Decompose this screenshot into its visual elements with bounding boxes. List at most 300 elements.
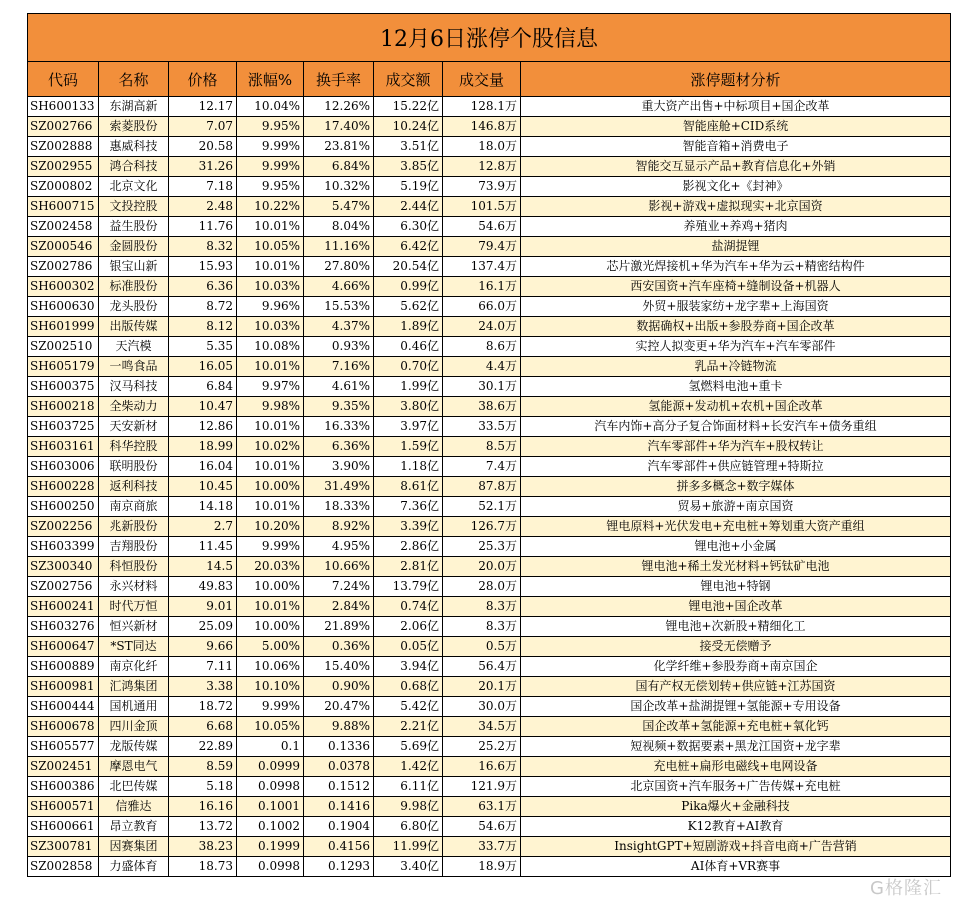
cell-code: SZ002858 [28,857,99,877]
table-row [28,477,951,497]
cell-price: 20.58 [169,137,237,157]
cell-amount: 2.86亿 [374,537,443,557]
cell-price: 8.32 [169,237,237,257]
cell-theme: 数据确权+出版+参股券商+国企改革 [521,317,951,337]
header-turnover: 换手率 [304,62,374,97]
cell-amount: 0.05亿 [374,637,443,657]
cell-change: 10.01% [237,257,304,277]
cell-volume: 87.8万 [443,477,521,497]
cell-amount: 7.36亿 [374,497,443,517]
cell-amount: 6.80亿 [374,817,443,837]
cell-amount: 3.85亿 [374,157,443,177]
cell-price: 10.45 [169,477,237,497]
cell-code: SZ002786 [28,257,99,277]
cell-turnover: 6.36% [304,437,374,457]
table-row [28,697,951,717]
limit-up-stock-table [27,13,951,877]
cell-change: 0.1002 [237,817,304,837]
title-row [28,14,951,62]
cell-name: 摩恩电气 [99,757,169,777]
cell-code: SH605179 [28,357,99,377]
cell-volume: 63.1万 [443,797,521,817]
cell-amount: 0.46亿 [374,337,443,357]
cell-turnover: 0.1336 [304,737,374,757]
cell-turnover: 15.53% [304,297,374,317]
table-row [28,797,951,817]
cell-price: 38.23 [169,837,237,857]
cell-name: 索菱股份 [99,117,169,137]
cell-change: 10.20% [237,517,304,537]
cell-theme: 锂电池+特钢 [521,577,951,597]
cell-amount: 11.99亿 [374,837,443,857]
cell-volume: 137.4万 [443,257,521,277]
cell-turnover: 9.35% [304,397,374,417]
cell-name: 昂立教育 [99,817,169,837]
table-row [28,817,951,837]
table-row [28,517,951,537]
cell-price: 10.47 [169,397,237,417]
cell-volume: 79.4万 [443,237,521,257]
cell-turnover: 4.61% [304,377,374,397]
cell-price: 7.18 [169,177,237,197]
cell-change: 5.00% [237,637,304,657]
cell-name: 时代万恒 [99,597,169,617]
cell-amount: 3.94亿 [374,657,443,677]
cell-price: 22.89 [169,737,237,757]
cell-change: 10.01% [237,217,304,237]
cell-volume: 18.0万 [443,137,521,157]
cell-theme: 汽车零部件+供应链管理+特斯拉 [521,457,951,477]
cell-volume: 20.0万 [443,557,521,577]
cell-change: 20.03% [237,557,304,577]
cell-name: 出版传媒 [99,317,169,337]
cell-change: 10.05% [237,237,304,257]
table-row [28,417,951,437]
cell-code: SH600302 [28,277,99,297]
cell-volume: 33.7万 [443,837,521,857]
cell-name: 东湖高新 [99,97,169,117]
cell-turnover: 8.04% [304,217,374,237]
cell-name: 信雅达 [99,797,169,817]
cell-change: 0.1999 [237,837,304,857]
table-row [28,737,951,757]
cell-code: SH603161 [28,437,99,457]
cell-price: 16.16 [169,797,237,817]
cell-name: 南京商旅 [99,497,169,517]
table-row [28,357,951,377]
cell-change: 9.99% [237,537,304,557]
cell-price: 15.93 [169,257,237,277]
cell-change: 9.99% [237,157,304,177]
cell-price: 16.04 [169,457,237,477]
cell-price: 6.84 [169,377,237,397]
table-row [28,857,951,877]
cell-amount: 3.80亿 [374,397,443,417]
cell-turnover: 9.88% [304,717,374,737]
cell-price: 2.48 [169,197,237,217]
cell-amount: 1.18亿 [374,457,443,477]
cell-theme: 国企改革+氢能源+充电桩+氧化钙 [521,717,951,737]
cell-amount: 6.11亿 [374,777,443,797]
cell-theme: 氢燃料电池+重卡 [521,377,951,397]
cell-change: 10.01% [237,417,304,437]
cell-price: 8.12 [169,317,237,337]
cell-code: SH603725 [28,417,99,437]
cell-name: 南京化纤 [99,657,169,677]
cell-amount: 3.51亿 [374,137,443,157]
cell-turnover: 21.89% [304,617,374,637]
cell-name: 龙头股份 [99,297,169,317]
cell-name: 四川金顶 [99,717,169,737]
cell-amount: 1.42亿 [374,757,443,777]
cell-price: 6.68 [169,717,237,737]
cell-amount: 6.30亿 [374,217,443,237]
cell-turnover: 0.36% [304,637,374,657]
cell-theme: 短视频+数据要素+黑龙江国资+龙字辈 [521,737,951,757]
cell-theme: 汽车零部件+华为汽车+股权转让 [521,437,951,457]
cell-change: 10.01% [237,597,304,617]
cell-price: 11.76 [169,217,237,237]
cell-name: 国机通用 [99,697,169,717]
header-change: 涨幅% [237,62,304,97]
cell-change: 9.96% [237,297,304,317]
cell-theme: 国有产权无偿划转+供应链+江苏国资 [521,677,951,697]
cell-volume: 7.4万 [443,457,521,477]
cell-name: 汉马科技 [99,377,169,397]
cell-code: SH600133 [28,97,99,117]
cell-price: 14.5 [169,557,237,577]
cell-amount: 3.40亿 [374,857,443,877]
cell-change: 10.08% [237,337,304,357]
cell-price: 18.72 [169,697,237,717]
cell-name: 一鸣食品 [99,357,169,377]
cell-theme: 汽车内饰+高分子复合饰面材料+长安汽车+债务重组 [521,417,951,437]
cell-volume: 30.1万 [443,377,521,397]
cell-code: SZ000802 [28,177,99,197]
table-row [28,217,951,237]
cell-change: 0.0998 [237,857,304,877]
cell-volume: 54.6万 [443,217,521,237]
cell-theme: 锂电原料+光伏发电+充电桩+筹划重大资产重组 [521,517,951,537]
cell-volume: 146.8万 [443,117,521,137]
cell-amount: 5.69亿 [374,737,443,757]
cell-amount: 8.61亿 [374,477,443,497]
cell-amount: 3.39亿 [374,517,443,537]
table-row [28,757,951,777]
cell-amount: 5.62亿 [374,297,443,317]
cell-name: 科华控股 [99,437,169,457]
cell-volume: 126.7万 [443,517,521,537]
cell-turnover: 0.90% [304,677,374,697]
cell-name: 北京文化 [99,177,169,197]
cell-code: SZ002256 [28,517,99,537]
cell-name: 金圆股份 [99,237,169,257]
cell-name: 科恒股份 [99,557,169,577]
cell-name: 永兴材料 [99,577,169,597]
table-row [28,97,951,117]
cell-turnover: 0.93% [304,337,374,357]
cell-amount: 1.59亿 [374,437,443,457]
cell-code: SH600981 [28,677,99,697]
cell-price: 11.45 [169,537,237,557]
cell-amount: 0.70亿 [374,357,443,377]
cell-change: 10.04% [237,97,304,117]
cell-price: 8.59 [169,757,237,777]
cell-name: 返利科技 [99,477,169,497]
cell-name: 龙版传媒 [99,737,169,757]
cell-theme: 外贸+服装家纺+龙字辈+上海国资 [521,297,951,317]
cell-theme: K12教育+AI教育 [521,817,951,837]
cell-volume: 52.1万 [443,497,521,517]
cell-code: SZ002955 [28,157,99,177]
cell-theme: 智能音箱+消费电子 [521,137,951,157]
cell-name: 标准股份 [99,277,169,297]
cell-change: 10.05% [237,717,304,737]
cell-theme: 充电桩+扁形电磁线+电网设备 [521,757,951,777]
cell-price: 6.36 [169,277,237,297]
cell-theme: 乳品+冷链物流 [521,357,951,377]
cell-volume: 25.3万 [443,537,521,557]
watermark-logo: G格隆汇 [870,878,942,899]
cell-price: 12.17 [169,97,237,117]
header-price: 价格 [169,62,237,97]
table-row [28,657,951,677]
cell-change: 0.0998 [237,777,304,797]
table-row [28,317,951,337]
cell-code: SH600647 [28,637,99,657]
cell-change: 10.01% [237,457,304,477]
table-row [28,597,951,617]
cell-turnover: 0.1293 [304,857,374,877]
table-row [28,117,951,137]
cell-price: 8.72 [169,297,237,317]
table-row [28,617,951,637]
cell-turnover: 6.84% [304,157,374,177]
table-row [28,157,951,177]
cell-code: SZ002766 [28,117,99,137]
cell-code: SH600571 [28,797,99,817]
cell-volume: 0.5万 [443,637,521,657]
cell-theme: 化学纤维+参股券商+南京国企 [521,657,951,677]
cell-price: 9.01 [169,597,237,617]
cell-theme: 接受无偿赠予 [521,637,951,657]
cell-volume: 8.3万 [443,597,521,617]
cell-theme: Pika爆火+金融科技 [521,797,951,817]
header-amount: 成交额 [374,62,443,97]
cell-name: 益生股份 [99,217,169,237]
cell-amount: 13.79亿 [374,577,443,597]
cell-code: SH603006 [28,457,99,477]
cell-turnover: 3.90% [304,457,374,477]
cell-turnover: 10.66% [304,557,374,577]
cell-code: SZ000546 [28,237,99,257]
cell-volume: 8.3万 [443,617,521,637]
cell-turnover: 4.95% [304,537,374,557]
table-row [28,337,951,357]
table-row [28,437,951,457]
cell-volume: 66.0万 [443,297,521,317]
cell-code: SZ002756 [28,577,99,597]
cell-amount: 10.24亿 [374,117,443,137]
table-row [28,777,951,797]
cell-name: 银宝山新 [99,257,169,277]
cell-theme: 拼多多概念+数字媒体 [521,477,951,497]
cell-amount: 2.44亿 [374,197,443,217]
cell-volume: 121.9万 [443,777,521,797]
cell-change: 9.95% [237,177,304,197]
cell-theme: 国企改革+盐湖提锂+氢能源+专用设备 [521,697,951,717]
cell-amount: 0.99亿 [374,277,443,297]
cell-theme: 影视+游戏+虚拟现实+北京国资 [521,197,951,217]
cell-name: 联明股份 [99,457,169,477]
cell-change: 0.0999 [237,757,304,777]
cell-theme: 氢能源+发动机+农机+国企改革 [521,397,951,417]
table-row [28,177,951,197]
cell-change: 9.99% [237,697,304,717]
cell-turnover: 5.47% [304,197,374,217]
cell-turnover: 12.26% [304,97,374,117]
header-theme: 涨停题材分析 [521,62,951,97]
cell-volume: 33.5万 [443,417,521,437]
cell-turnover: 2.84% [304,597,374,617]
cell-change: 10.22% [237,197,304,217]
cell-volume: 16.1万 [443,277,521,297]
cell-change: 0.1 [237,737,304,757]
cell-code: SZ002458 [28,217,99,237]
cell-name: 北巴传媒 [99,777,169,797]
cell-code: SZ300781 [28,837,99,857]
table-row [28,377,951,397]
cell-theme: 实控人拟变更+华为汽车+汽车零部件 [521,337,951,357]
table-row [28,677,951,697]
cell-change: 10.00% [237,617,304,637]
cell-code: SH600889 [28,657,99,677]
table-row [28,197,951,217]
cell-price: 49.83 [169,577,237,597]
cell-code: SH600218 [28,397,99,417]
cell-volume: 8.5万 [443,437,521,457]
cell-change: 10.02% [237,437,304,457]
cell-volume: 56.4万 [443,657,521,677]
cell-theme: AI体育+VR赛事 [521,857,951,877]
cell-amount: 2.21亿 [374,717,443,737]
cell-theme: InsightGPT+短剧游戏+抖音电商+广告营销 [521,837,951,857]
cell-name: 汇鸿集团 [99,677,169,697]
cell-volume: 73.9万 [443,177,521,197]
cell-theme: 北京国资+汽车服务+广告传媒+充电桩 [521,777,951,797]
cell-turnover: 7.16% [304,357,374,377]
cell-name: 吉翔股份 [99,537,169,557]
table-row [28,297,951,317]
stock-table-container [27,13,950,877]
cell-code: SH600661 [28,817,99,837]
cell-price: 14.18 [169,497,237,517]
cell-turnover: 7.24% [304,577,374,597]
cell-volume: 24.0万 [443,317,521,337]
cell-change: 9.97% [237,377,304,397]
cell-name: 力盛体育 [99,857,169,877]
cell-theme: 锂电池+小金属 [521,537,951,557]
cell-amount: 0.68亿 [374,677,443,697]
cell-code: SH601999 [28,317,99,337]
cell-code: SH600386 [28,777,99,797]
cell-change: 10.10% [237,677,304,697]
cell-volume: 128.1万 [443,97,521,117]
cell-change: 9.95% [237,117,304,137]
cell-turnover: 8.92% [304,517,374,537]
table-row [28,237,951,257]
cell-price: 31.26 [169,157,237,177]
cell-volume: 12.8万 [443,157,521,177]
cell-price: 16.05 [169,357,237,377]
cell-code: SH603276 [28,617,99,637]
cell-code: SZ300340 [28,557,99,577]
cell-change: 9.99% [237,137,304,157]
cell-price: 5.35 [169,337,237,357]
cell-amount: 9.98亿 [374,797,443,817]
cell-volume: 28.0万 [443,577,521,597]
cell-name: 全柴动力 [99,397,169,417]
cell-turnover: 23.81% [304,137,374,157]
table-title: 12月6日涨停个股信息 [28,14,951,62]
cell-theme: 贸易+旅游+南京国资 [521,497,951,517]
cell-turnover: 31.49% [304,477,374,497]
cell-theme: 智能座舱+CID系统 [521,117,951,137]
cell-change: 10.01% [237,357,304,377]
cell-price: 3.38 [169,677,237,697]
cell-change: 10.06% [237,657,304,677]
cell-turnover: 0.1512 [304,777,374,797]
table-row [28,257,951,277]
cell-change: 10.00% [237,477,304,497]
cell-amount: 6.42亿 [374,237,443,257]
cell-name: 因赛集团 [99,837,169,857]
cell-code: SH600250 [28,497,99,517]
cell-volume: 18.9万 [443,857,521,877]
cell-price: 13.72 [169,817,237,837]
cell-turnover: 20.47% [304,697,374,717]
table-row [28,837,951,857]
cell-theme: 锂电池+国企改革 [521,597,951,617]
cell-amount: 1.99亿 [374,377,443,397]
cell-amount: 2.06亿 [374,617,443,637]
cell-turnover: 16.33% [304,417,374,437]
table-row [28,397,951,417]
cell-code: SZ002888 [28,137,99,157]
cell-change: 10.00% [237,577,304,597]
cell-change: 10.01% [237,497,304,517]
cell-volume: 4.4万 [443,357,521,377]
cell-turnover: 0.1904 [304,817,374,837]
cell-volume: 54.6万 [443,817,521,837]
cell-name: 鸿合科技 [99,157,169,177]
cell-theme: 盐湖提锂 [521,237,951,257]
cell-amount: 0.74亿 [374,597,443,617]
cell-change: 9.98% [237,397,304,417]
cell-name: 文投控股 [99,197,169,217]
table-row [28,717,951,737]
cell-turnover: 18.33% [304,497,374,517]
cell-code: SH605577 [28,737,99,757]
cell-amount: 20.54亿 [374,257,443,277]
cell-price: 18.99 [169,437,237,457]
cell-name: 天安新材 [99,417,169,437]
cell-code: SH600375 [28,377,99,397]
cell-price: 18.73 [169,857,237,877]
cell-price: 12.86 [169,417,237,437]
cell-theme: 芯片激光焊接机+华为汽车+华为云+精密结构件 [521,257,951,277]
cell-code: SH600630 [28,297,99,317]
